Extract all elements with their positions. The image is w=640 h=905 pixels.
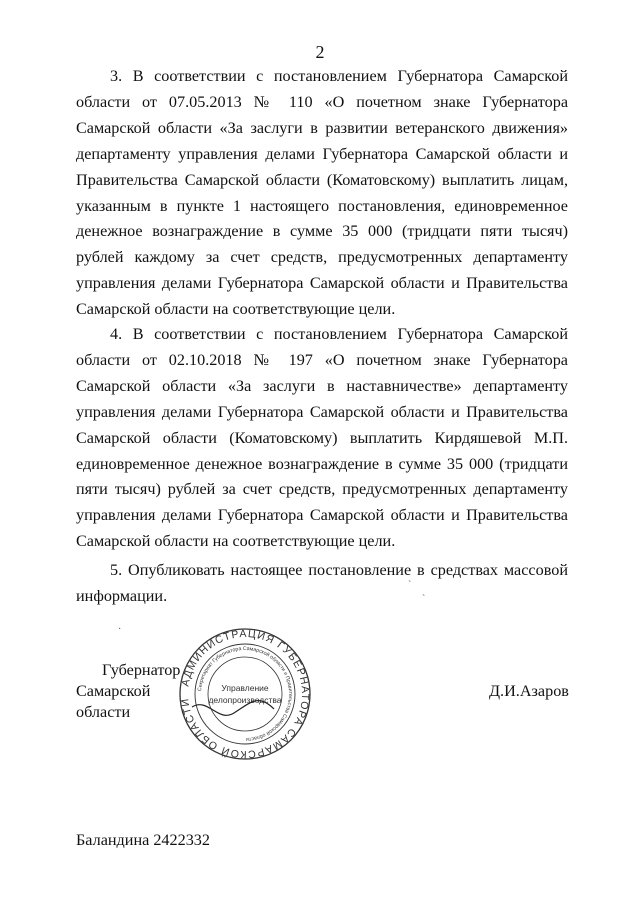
paragraph-4-container bbox=[76, 322, 568, 555]
scan-speck: ˋ bbox=[422, 594, 426, 605]
official-stamp-seal bbox=[178, 627, 312, 761]
paragraph-3: 3. В соответствии с постановлением Губернатора Самарской области от 07.05.2013 № 110 «О почетном знаке Губернатора Самарской области «За заслуги в развитии ветеранского движения» департаменту управления делами Губернатора Самарской области и Правительства Самарской области (Коматовскому) выплатить лицам, указанным в пункте 1 настоящего постановления, единовременное денежное вознаграждение в сумме 35 000 (тридцати пяти тысяч) рублей каждому за счет средств, предусмотренных департаменту управления делами Губернатора Самарской области и Правительства Самарской области на соответствующие цели. bbox=[76, 67, 568, 319]
stamp-middle-ring bbox=[195, 644, 295, 744]
stamp-outer-text: АДМИНИСТРАЦИЯ ГУБЕРНАТОРА САМАРСКОЙ ОБЛАСТИ bbox=[179, 627, 312, 761]
page-number: 2 bbox=[315, 42, 325, 62]
signatory-name: Д.И.Азаров bbox=[489, 682, 569, 700]
signature-block bbox=[0, 660, 640, 750]
stamp-inner-text: Секретариат Губернатора Самарской области и Правительства Самарской области bbox=[197, 645, 294, 743]
scan-speck: ˋ bbox=[408, 580, 412, 591]
paragraph-4: 4. В соответствии с постановлением Губернатора Самарской области от 02.10.2018 № 197 «О почетном знаке Губернатора Самарской области «За заслуги в наставничестве» департаменту управления делами Губернатора Самарской области и Правительства Самарской области (Коматовскому) выплатить Кирдяшевой М.П. единовременное денежное вознаграждение в сумме 35 000 (тридцати пяти тысяч) рублей за счет средств, предусмотренных департаменту управления делами Губернатора Самарской области и Правительства Самарской области на соответствующие цели. bbox=[76, 325, 568, 551]
scan-speck: · bbox=[118, 624, 122, 635]
paragraph-3-container bbox=[76, 64, 568, 323]
signatory-title-line2: Самарской области bbox=[76, 682, 151, 721]
executor-contact: Баландина 2422332 bbox=[76, 831, 210, 849]
stamp-center-line2: делопроизводства bbox=[208, 695, 282, 705]
paragraph-5: 5. Опубликовать настоящее постановление в средствах массовой информации. bbox=[76, 561, 568, 605]
stamp-center-line1: Управление bbox=[221, 683, 269, 693]
signatory-title-line1: Губернатор bbox=[102, 661, 181, 679]
paragraph-5-container bbox=[76, 558, 568, 610]
stamp-inner-ring bbox=[208, 657, 282, 731]
svg-text:Секретариат Губернатора Самарс bbox=[197, 646, 293, 742]
